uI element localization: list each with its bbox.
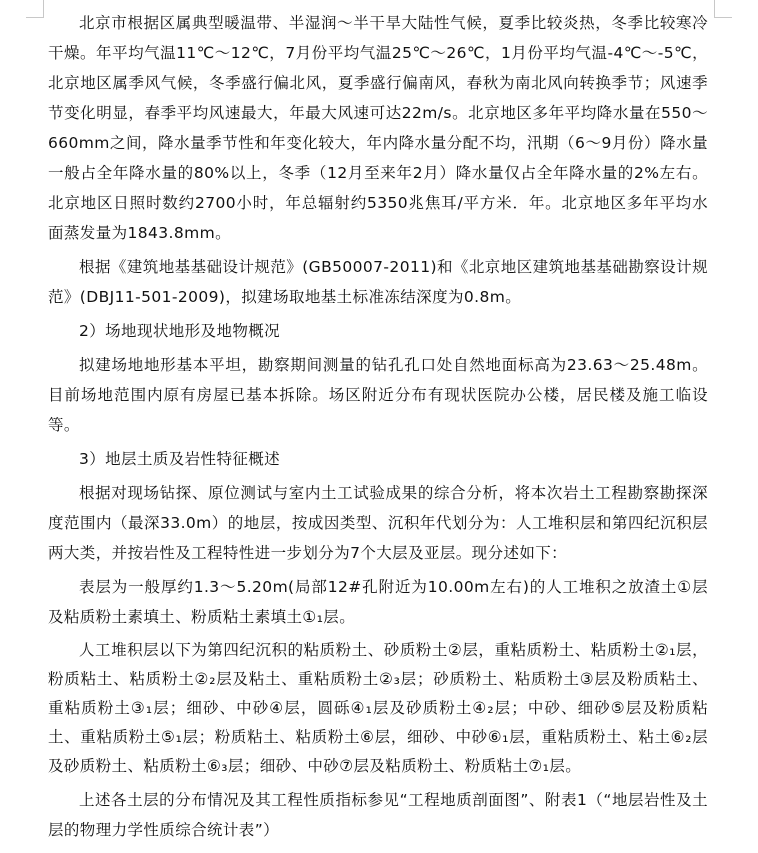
frost-depth-paragraph: 根据《建筑地基基础设计规范》(GB50007-2011)和《北京地区建筑地基基础勘察设计规范》(DBJ11-501-2009)，拟建场取地基土标准冻结深度为0.8m。 [48, 258, 708, 306]
climate-paragraph: 北京市根据区属典型暖温带、半湿润～半干旱大陆性气候，夏季比较炎热，冬季比较寒冷干燥。年平均气温11℃～12℃，7月份平均气温25℃～26℃，1月份平均气温-4℃～-5℃，北京地区属季风气候，冬季盛行偏北风，夏季盛行偏南风，春秋为南北风向转换季节；风速季节变化明显，春季平均风速最大，年最大风速可达22m/s。北京地区多年平均降水量在550～660mm之间，降水量季节性和年变化较大，年内降水量分配不均，汛期（6～9月份）降水量一般占全年降水量的80%以上，冬季（12月至来年2月）降水量仅占全年降水量的2%左右。北京地区日照时数约2700小时，年总辐射约5350兆焦耳/平方米．年。北京地区多年平均水面蒸发量为1843.8mm。 [48, 14, 708, 242]
section-heading-terrain: 2）场地现状地形及地物概况 [79, 322, 281, 340]
section-heading-strata: 3）地层土质及岩性特征概述 [79, 450, 281, 468]
terrain-paragraph: 拟建场地地形基本平坦，勘察期间测量的钻孔孔口处自然地面标高为23.63～25.48m。目前场地范围内原有房屋已基本拆除。场区附近分布有现状医院办公楼，居民楼及施工临设等。 [48, 356, 708, 434]
quaternary-layers-paragraph: 人工堆积层以下为第四纪沉积的粘质粉土、砂质粉土②层，重粘质粉土、粘质粉土②₁层，粉质粘土、粘质粉土②₂层及粘土、重粘质粉土②₃层；砂质粉土、粘质粉土③层及粉质粘土、重粘质粉土③₁层；细砂、中砂④层，圆砾④₁层及砂质粉土④₂层；中砂、细砂⑤层及粉质粘土、重粘质粉土⑤₁层；粉质粘土、粘质粉土⑥层，细砂、中砂⑥₁层，重粘质粉土、粘土⑥₂层及砂质粉土、粘质粉土⑥₃层；细砂、中砂⑦层及粘质粉土、粉质粘土⑦₁层。 [48, 641, 708, 775]
crop-mark-right [714, 0, 732, 18]
crop-mark-left [26, 0, 44, 18]
strata-intro-paragraph: 根据对现场钻探、原位测试与室内土工试验成果的综合分析，将本次岩土工程勘察勘探深度范围内（最深33.0m）的地层，按成因类型、沉积年代划分为：人工堆积层和第四纪沉积层两大类，并按岩性及工程特性进一步划分为7个大层及亚层。现分述如下： [48, 484, 708, 562]
surface-layer-paragraph: 表层为一般厚约1.3～5.20m(局部12#孔附近为10.00m左右)的人工堆积之放渣土①层及粘质粉土素填土、粉质粘土素填土①₁层。 [48, 578, 708, 626]
reference-paragraph: 上述各土层的分布情况及其工程性质指标参见“工程地质剖面图”、附表1（“地层岩性及土层的物理力学性质综合统计表”） [48, 791, 708, 839]
